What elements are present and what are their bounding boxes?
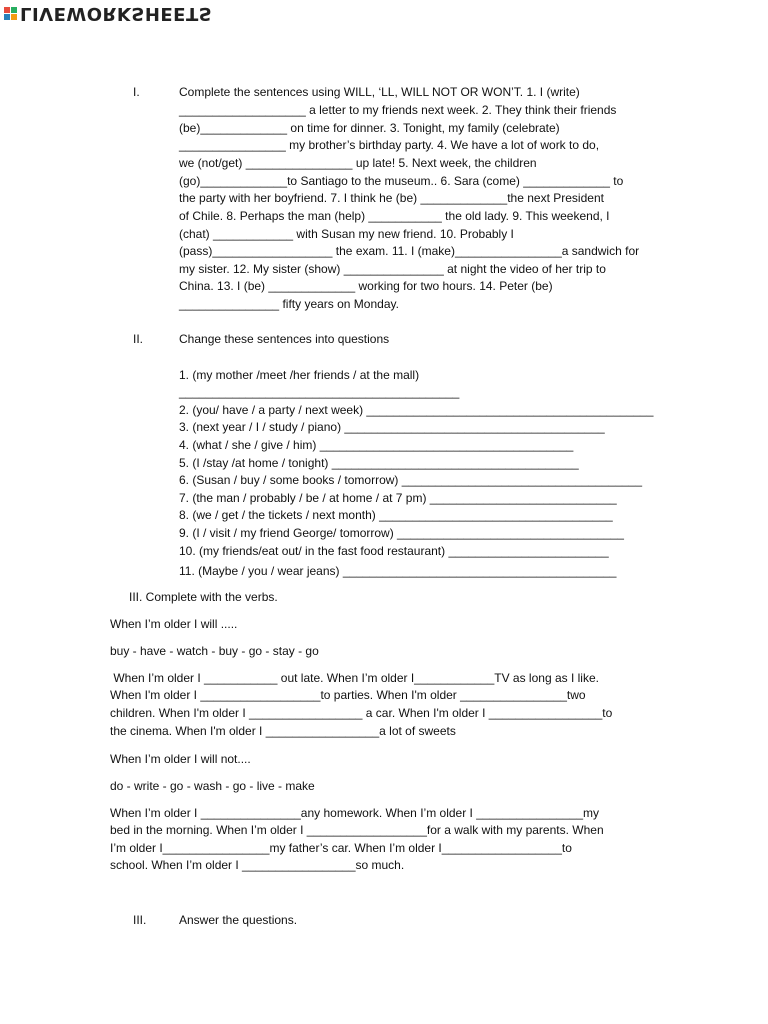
question-item: 1. (my mother /meet /her friends / at the mall) — [179, 368, 420, 382]
section-1-line: the party with her boyfriend. 7. I think he (be) _____________the next President — [179, 191, 604, 205]
section-1-line: (pass)__________________ the exam. 11. I (make)________________a sandwich for — [179, 244, 640, 258]
logo-square-red — [4, 7, 10, 13]
section-1-line: ________________ my brother’s birthday party. 4. We have a lot of work to do, — [179, 138, 600, 152]
section-1-line: Complete the sentences using WILL, ‘LL, WILL NOT OR WON’T. 1. I (write) — [179, 85, 580, 99]
will-intro: When I’m older I will ..... — [110, 617, 238, 631]
will-line: the cinema. When I'm older I _________________a lot of sweets — [110, 724, 456, 738]
will-line: When I'm older I __________________to parties. When I'm older ________________two — [110, 688, 586, 702]
question-item: 11. (Maybe / you / wear jeans) _________________________________________ — [179, 564, 617, 578]
logo-square-green — [11, 7, 17, 13]
section-1-line: ___________________ a letter to my friends next week. 2. They think their friends — [179, 103, 617, 117]
logo-square-orange — [11, 14, 17, 20]
section-2-heading: Change these sentences into questions — [179, 332, 390, 346]
section-1-line: we (not/get) ________________ up late! 5. Next week, the children — [179, 156, 537, 170]
question-item: 2. (you/ have / a party / next week) ___________________________________________ — [179, 403, 654, 417]
question-item: 8. (we / get / the tickets / next month) ___________________________________ — [179, 508, 613, 522]
question-item: 9. (I / visit / my friend George/ tomorrow) __________________________________ — [179, 526, 624, 540]
question-item: 7. (the man / probably / be / at home / at 7 pm) ____________________________ — [179, 491, 617, 505]
question-item: 5. (I /stay /at home / tonight) _____________________________________ — [179, 456, 579, 470]
liveworksheets-logo — [4, 2, 212, 24]
question-item: 3. (next year / I / study / piano) _______________________________________ — [179, 420, 605, 434]
question-item: 10. (my friends/eat out/ in the fast food restaurant) ________________________ — [179, 544, 609, 558]
section-1-line: my sister. 12. My sister (show) _______________ at night the video of her trip to — [179, 262, 606, 276]
will-line: When I’m older I ___________ out late. When I’m older I____________TV as long as I like. — [110, 671, 599, 685]
section-3-heading: III. Complete with the verbs. — [129, 590, 278, 604]
section-1-line: _______________ fifty years on Monday. — [179, 297, 399, 311]
section-1-line: China. 13. I (be) _____________ working for two hours. 14. Peter (be) — [179, 279, 553, 293]
question-item: 6. (Susan / buy / some books / tomorrow) ____________________________________ — [179, 473, 643, 487]
will-not-word-bank: do - write - go - wash - go - live - make — [110, 779, 315, 793]
will-not-line: school. When I’m older I _________________so much. — [110, 858, 405, 872]
question-item: 4. (what / she / give / him) ______________________________________ — [179, 438, 574, 452]
will-line: children. When I'm older I _________________ a car. When I'm older I _________________to — [110, 706, 613, 720]
logo-square-blue — [4, 14, 10, 20]
answer-line: __________________________________________ — [179, 385, 460, 399]
section-4-heading: Answer the questions. — [179, 913, 298, 927]
will-not-line: bed in the morning. When I’m older I __________________for a walk with my parents. When — [110, 823, 604, 837]
section-1-line: (chat) ____________ with Susan my new friend. 10. Probably I — [179, 227, 514, 241]
section-1-numeral: I. — [133, 85, 140, 99]
logo-squares-icon — [4, 7, 17, 20]
will-not-line: When I’m older I _______________any homework. When I’m older I ________________my — [110, 806, 599, 820]
logo-text: LIVEWORKSHEETS — [20, 3, 213, 24]
will-word-bank: buy - have - watch - buy - go - stay - go — [110, 644, 319, 658]
will-not-line: I’m older I________________my father’s car. When I’m older I__________________to — [110, 841, 572, 855]
section-2-numeral: II. — [133, 332, 144, 346]
section-1-line: of Chile. 8. Perhaps the man (help) ___________ the old lady. 9. This weekend, I — [179, 209, 610, 223]
section-1-line: (go)_____________to Santiago to the museum.. 6. Sara (come) _____________ to — [179, 174, 624, 188]
will-not-intro: When I’m older I will not.... — [110, 752, 251, 766]
section-4-numeral: III. — [133, 913, 147, 927]
section-1-line: (be)_____________ on time for dinner. 3. Tonight, my family (celebrate) — [179, 121, 560, 135]
